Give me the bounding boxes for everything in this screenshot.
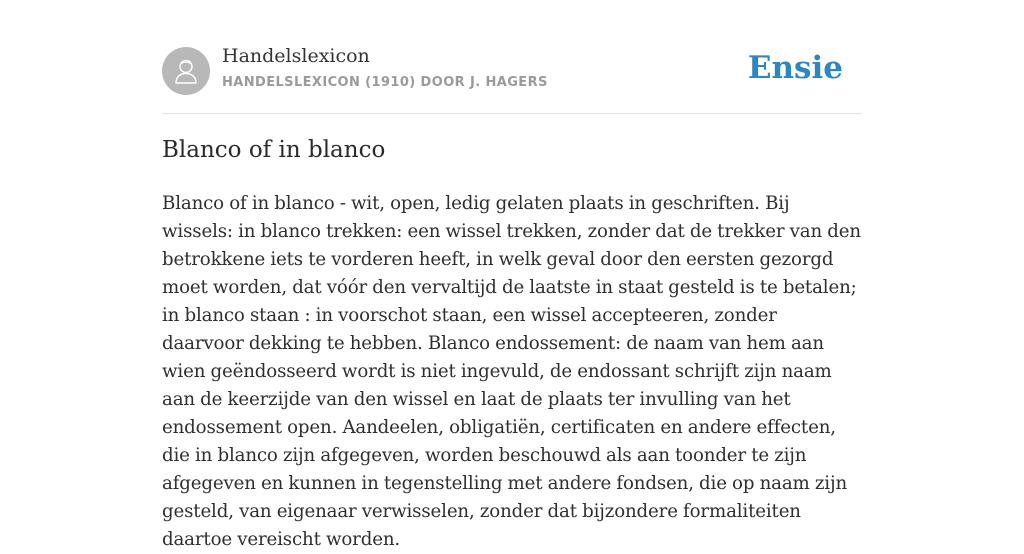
article-body: Blanco of in blanco - wit, open, ledig gelaten plaats in geschriften. Bij wissels: in blanco trekken: een wissel trekken, zonder dat de trekker van den betrokkene iets te vorderen heeft, in welk geval door den eersten gezorgd moet worden, dat vóór den vervaltijd de laatste in staat gesteld is te betalen; in blanco staan : in voorschot staan, een wissel accepteeren, zonder daarvoor dekking te hebben. Blanco endossement: de naam van hem aan wien geëndosseerd wordt is niet ingevuld, de endossant schrijft zijn naam aan de keerzijde van den wissel en laat de plaats ter invulling van het endossement open. Aandeelen, obligatiën, certificaten en andere effecten, die in blanco zijn afgegeven, worden beschouwd als aan toonder te zijn afgegeven en kunnen in tegenstelling met andere fondsen, die op naam zijn gesteld, van eigenaar verwisselen, zonder dat bijzondere formaliteiten daartoe vereischt worden. — [162, 193, 861, 550]
user-icon — [171, 56, 201, 86]
source-subtitle: HANDELSLEXICON (1910) DOOR J. HAGERS — [222, 75, 548, 90]
source-header — [162, 0, 862, 114]
article-container — [162, 0, 862, 550]
source-name-link[interactable]: Handelslexicon — [222, 45, 370, 67]
source-avatar[interactable] — [162, 47, 210, 95]
ensie-logo[interactable]: Ensie — [747, 50, 843, 86]
article-title: Blanco of in blanco — [162, 137, 386, 163]
